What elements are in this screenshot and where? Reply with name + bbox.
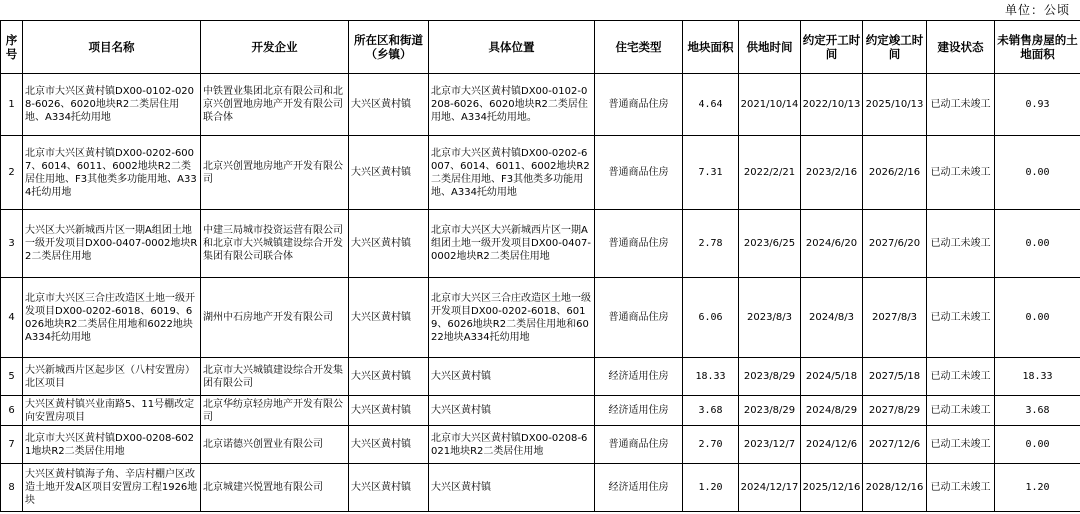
cell-developer: 北京城建兴悦置地有限公司 xyxy=(201,464,349,512)
cell-seq: 7 xyxy=(1,426,23,464)
cell-location: 大兴区黄村镇 xyxy=(429,464,595,512)
header-developer: 开发企业 xyxy=(201,21,349,74)
cell-project-name: 大兴新城西片区起步区（八村安置房）北区项目 xyxy=(23,358,201,396)
cell-developer: 中铁置业集团北京有限公司和北京兴创置地房地产开发有限公司联合体 xyxy=(201,74,349,136)
cell-district: 大兴区黄村镇 xyxy=(349,278,429,358)
cell-seq: 8 xyxy=(1,464,23,512)
cell-seq: 4 xyxy=(1,278,23,358)
cell-completion-date: 2027/8/3 xyxy=(863,278,927,358)
cell-project-name: 大兴区黄村镇海子角、辛店村棚户区改造土地开发A区项目安置房工程1926地块 xyxy=(23,464,201,512)
cell-supply-date: 2024/12/17 xyxy=(739,464,801,512)
unit-label: 单位：公顷 xyxy=(1004,3,1070,17)
cell-unsold-area: 0.00 xyxy=(995,426,1080,464)
cell-location: 北京市大兴区黄村镇DX00-0202-6007、6014、6011、6002地块R2二类居住用地、F3其他类多功能用地、A334托幼用地 xyxy=(429,136,595,210)
table-row xyxy=(1,358,1080,396)
cell-seq: 5 xyxy=(1,358,23,396)
cell-unsold-area: 1.20 xyxy=(995,464,1080,512)
cell-seq: 3 xyxy=(1,210,23,278)
cell-housing-type: 普通商品住房 xyxy=(595,210,683,278)
cell-developer: 北京兴创置地房地产开发有限公司 xyxy=(201,136,349,210)
header-completion-date: 约定竣工时间 xyxy=(863,21,927,74)
cell-developer: 湖州中石房地产开发有限公司 xyxy=(201,278,349,358)
header-housing-type: 住宅类型 xyxy=(595,21,683,74)
cell-unsold-area: 0.93 xyxy=(995,74,1080,136)
cell-land-area: 7.31 xyxy=(683,136,739,210)
cell-developer: 北京华纺京轻房地产开发有限公司 xyxy=(201,396,349,426)
table-row xyxy=(1,210,1080,278)
cell-supply-date: 2023/6/25 xyxy=(739,210,801,278)
cell-unsold-area: 3.68 xyxy=(995,396,1080,426)
cell-supply-date: 2023/12/7 xyxy=(739,426,801,464)
header-land-area: 地块面积 xyxy=(683,21,739,74)
cell-developer: 中建三局城市投资运营有限公司和北京市大兴城镇建设综合开发集团有限公司联合体 xyxy=(201,210,349,278)
cell-start-date: 2024/6/20 xyxy=(801,210,863,278)
table-header-row xyxy=(1,21,1080,74)
cell-start-date: 2024/5/18 xyxy=(801,358,863,396)
cell-completion-date: 2027/6/20 xyxy=(863,210,927,278)
cell-completion-date: 2028/12/16 xyxy=(863,464,927,512)
table-row xyxy=(1,278,1080,358)
cell-location: 大兴区黄村镇 xyxy=(429,396,595,426)
cell-unsold-area: 0.00 xyxy=(995,210,1080,278)
cell-district: 大兴区黄村镇 xyxy=(349,74,429,136)
cell-land-area: 18.33 xyxy=(683,358,739,396)
table-row xyxy=(1,426,1080,464)
cell-start-date: 2024/8/29 xyxy=(801,396,863,426)
cell-project-name: 大兴区黄村镇兴业南路5、11号棚改定向安置房项目 xyxy=(23,396,201,426)
cell-developer: 北京诺德兴创置业有限公司 xyxy=(201,426,349,464)
cell-project-name: 北京市大兴区黄村镇DX00-0202-6007、6014、6011、6002地块R2二类居住用地、F3其他类多功能用地、A334托幼用地 xyxy=(23,136,201,210)
cell-start-date: 2022/10/13 xyxy=(801,74,863,136)
cell-location: 大兴区黄村镇 xyxy=(429,358,595,396)
cell-housing-type: 经济适用住房 xyxy=(595,396,683,426)
cell-housing-type: 经济适用住房 xyxy=(595,358,683,396)
cell-housing-type: 普通商品住房 xyxy=(595,74,683,136)
cell-land-area: 2.78 xyxy=(683,210,739,278)
cell-district: 大兴区黄村镇 xyxy=(349,358,429,396)
header-supply-date: 供地时间 xyxy=(739,21,801,74)
cell-supply-date: 2023/8/29 xyxy=(739,396,801,426)
cell-seq: 2 xyxy=(1,136,23,210)
cell-seq: 1 xyxy=(1,74,23,136)
cell-status: 已动工未竣工 xyxy=(927,464,995,512)
cell-developer: 北京市大兴城镇建设综合开发集团有限公司 xyxy=(201,358,349,396)
cell-status: 已动工未竣工 xyxy=(927,210,995,278)
cell-start-date: 2025/12/16 xyxy=(801,464,863,512)
header-district: 所在区和街道（乡镇） xyxy=(349,21,429,74)
cell-start-date: 2023/2/16 xyxy=(801,136,863,210)
cell-supply-date: 2021/10/14 xyxy=(739,74,801,136)
cell-district: 大兴区黄村镇 xyxy=(349,136,429,210)
cell-status: 已动工未竣工 xyxy=(927,396,995,426)
header-start-date: 约定开工时间 xyxy=(801,21,863,74)
cell-status: 已动工未竣工 xyxy=(927,136,995,210)
cell-project-name: 北京市大兴区黄村镇DX00-0208-6021地块R2二类居住用地 xyxy=(23,426,201,464)
header-project-name: 项目名称 xyxy=(23,21,201,74)
cell-unsold-area: 18.33 xyxy=(995,358,1080,396)
cell-location: 北京市大兴区大兴新城西片区一期A组团土地一级开发项目DX00-0407-0002地块R2二类居住用地 xyxy=(429,210,595,278)
cell-supply-date: 2023/8/29 xyxy=(739,358,801,396)
cell-completion-date: 2025/10/13 xyxy=(863,74,927,136)
cell-housing-type: 普通商品住房 xyxy=(595,136,683,210)
land-supply-table xyxy=(0,20,1080,512)
cell-status: 已动工未竣工 xyxy=(927,74,995,136)
table-row xyxy=(1,396,1080,426)
cell-housing-type: 普通商品住房 xyxy=(595,426,683,464)
cell-seq: 6 xyxy=(1,396,23,426)
cell-housing-type: 经济适用住房 xyxy=(595,464,683,512)
cell-project-name: 大兴区大兴新城西片区一期A组团土地一级开发项目DX00-0407-0002地块R2二类居住用地 xyxy=(23,210,201,278)
cell-land-area: 1.20 xyxy=(683,464,739,512)
cell-unsold-area: 0.00 xyxy=(995,136,1080,210)
cell-land-area: 2.70 xyxy=(683,426,739,464)
header-status: 建设状态 xyxy=(927,21,995,74)
cell-unsold-area: 0.00 xyxy=(995,278,1080,358)
cell-completion-date: 2027/12/6 xyxy=(863,426,927,464)
cell-housing-type: 普通商品住房 xyxy=(595,278,683,358)
cell-location: 北京市大兴区黄村镇DX00-0102-0208-6026、6020地块R2二类居住用地、A334托幼用地。 xyxy=(429,74,595,136)
cell-completion-date: 2027/8/29 xyxy=(863,396,927,426)
header-seq: 序号 xyxy=(1,21,23,74)
cell-supply-date: 2022/2/21 xyxy=(739,136,801,210)
cell-district: 大兴区黄村镇 xyxy=(349,464,429,512)
cell-status: 已动工未竣工 xyxy=(927,278,995,358)
cell-land-area: 6.06 xyxy=(683,278,739,358)
header-location: 具体位置 xyxy=(429,21,595,74)
table-row xyxy=(1,136,1080,210)
header-unsold-area: 未销售房屋的土地面积 xyxy=(995,21,1080,74)
cell-district: 大兴区黄村镇 xyxy=(349,210,429,278)
cell-land-area: 4.64 xyxy=(683,74,739,136)
cell-location: 北京市大兴区三合庄改造区土地一级开发项目DX00-0202-6018、6019、6026地块R2二类居住用地和6022地块A334托幼用地 xyxy=(429,278,595,358)
cell-location: 北京市大兴区黄村镇DX00-0208-6021地块R2二类居住用地 xyxy=(429,426,595,464)
cell-start-date: 2024/12/6 xyxy=(801,426,863,464)
cell-completion-date: 2026/2/16 xyxy=(863,136,927,210)
cell-start-date: 2024/8/3 xyxy=(801,278,863,358)
cell-district: 大兴区黄村镇 xyxy=(349,396,429,426)
table-row xyxy=(1,74,1080,136)
cell-status: 已动工未竣工 xyxy=(927,426,995,464)
cell-project-name: 北京市大兴区三合庄改造区土地一级开发项目DX00-0202-6018、6019、6026地块R2二类居住用地和6022地块A334托幼用地 xyxy=(23,278,201,358)
cell-project-name: 北京市大兴区黄村镇DX00-0102-0208-6026、6020地块R2二类居住用地、A334托幼用地 xyxy=(23,74,201,136)
table-row xyxy=(1,464,1080,512)
cell-status: 已动工未竣工 xyxy=(927,358,995,396)
cell-completion-date: 2027/5/18 xyxy=(863,358,927,396)
cell-land-area: 3.68 xyxy=(683,396,739,426)
cell-supply-date: 2023/8/3 xyxy=(739,278,801,358)
cell-district: 大兴区黄村镇 xyxy=(349,426,429,464)
